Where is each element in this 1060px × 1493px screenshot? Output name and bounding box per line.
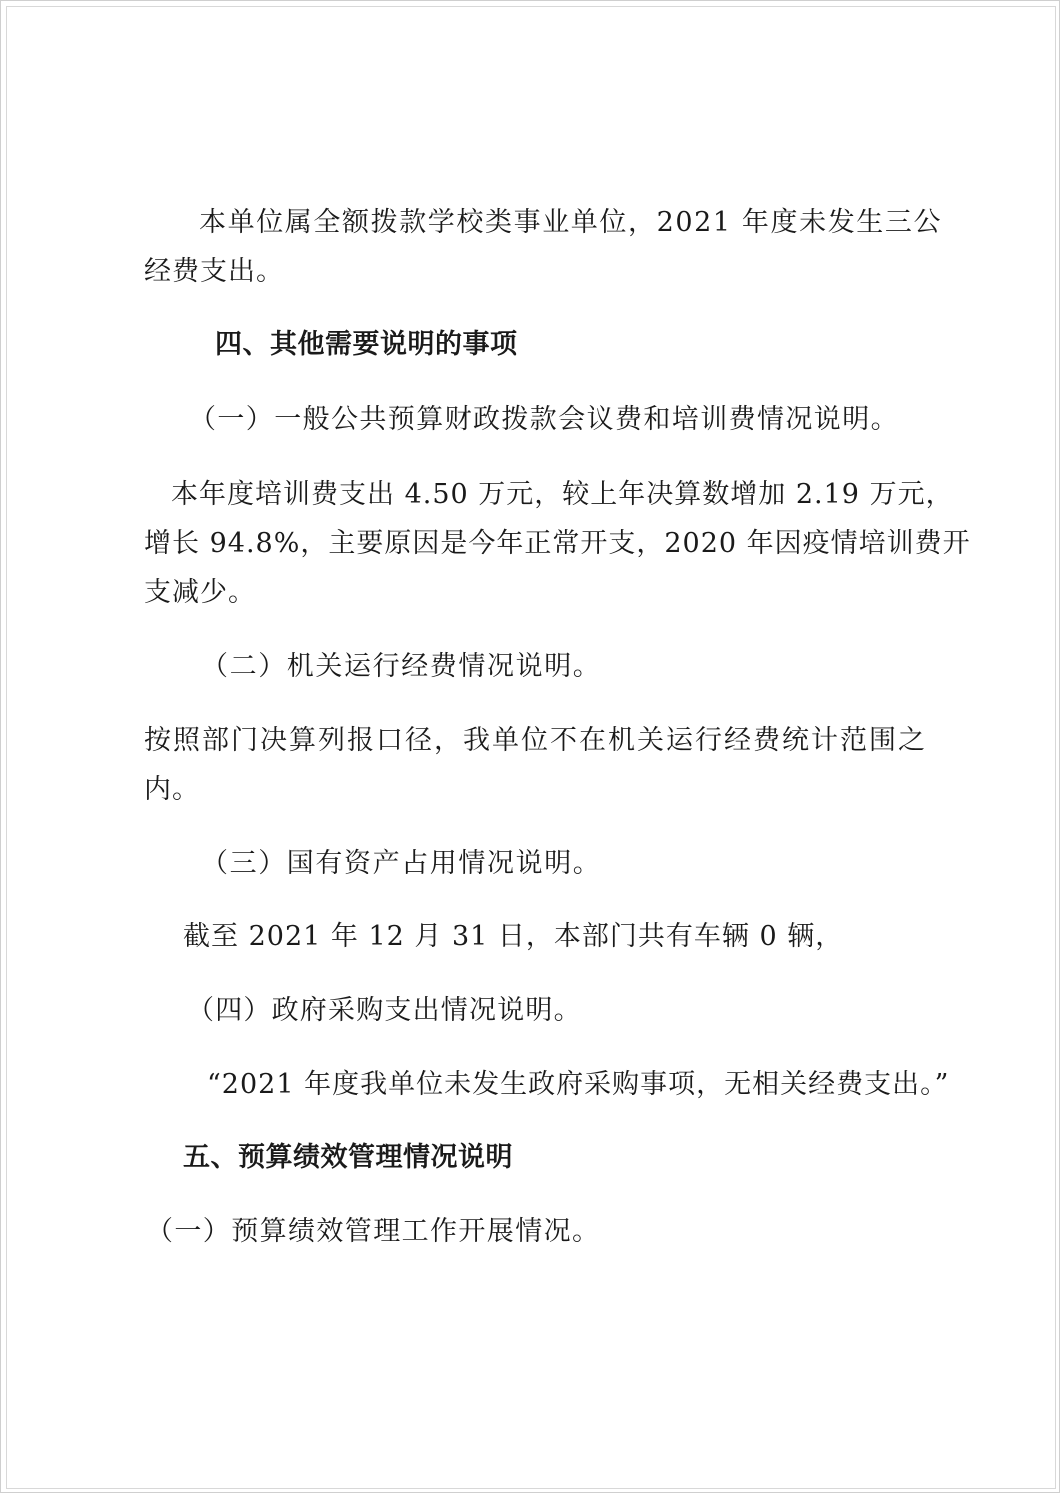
subsection-2-title: （二）机关运行经费情况说明。 <box>201 651 602 682</box>
subsection-2-body-line-2: 内。 <box>144 774 200 805</box>
paragraph-sangong-line-1: 本单位属全额拨款学校类事业单位，2021 年度未发生三公 <box>199 207 943 238</box>
section-5-subsection-1-title: （一）预算绩效管理工作开展情况。 <box>146 1216 601 1247</box>
subsection-4-title: （四）政府采购支出情况说明。 <box>187 995 582 1026</box>
subsection-2-body-line-1: 按照部门决算列报口径，我单位不在机关运行经费统计范围之 <box>144 725 927 756</box>
paragraph-sangong-line-2: 经费支出。 <box>144 256 284 287</box>
subsection-1-body-line-1: 本年度培训费支出 4.50 万元，较上年决算数增加 2.19 万元， <box>171 479 954 510</box>
subsection-3-title: （三）国有资产占用情况说明。 <box>201 848 602 879</box>
subsection-1-body-line-3: 支减少。 <box>144 577 256 608</box>
subsection-1-body-line-2: 增长 94.8%，主要原因是今年正常开支，2020 年因疫情培训费开 <box>144 528 971 559</box>
subsection-4-body: “2021 年度我单位未发生政府采购事项，无相关经费支出。” <box>207 1069 950 1100</box>
section-4-title: 四、其他需要说明的事项 <box>215 329 518 360</box>
subsection-1-title: （一）一般公共预算财政拨款会议费和培训费情况说明。 <box>189 404 899 435</box>
section-5-title: 五、预算绩效管理情况说明 <box>183 1142 513 1173</box>
subsection-3-body: 截至 2021 年 12 月 31 日，本部门共有车辆 0 辆， <box>183 921 844 952</box>
